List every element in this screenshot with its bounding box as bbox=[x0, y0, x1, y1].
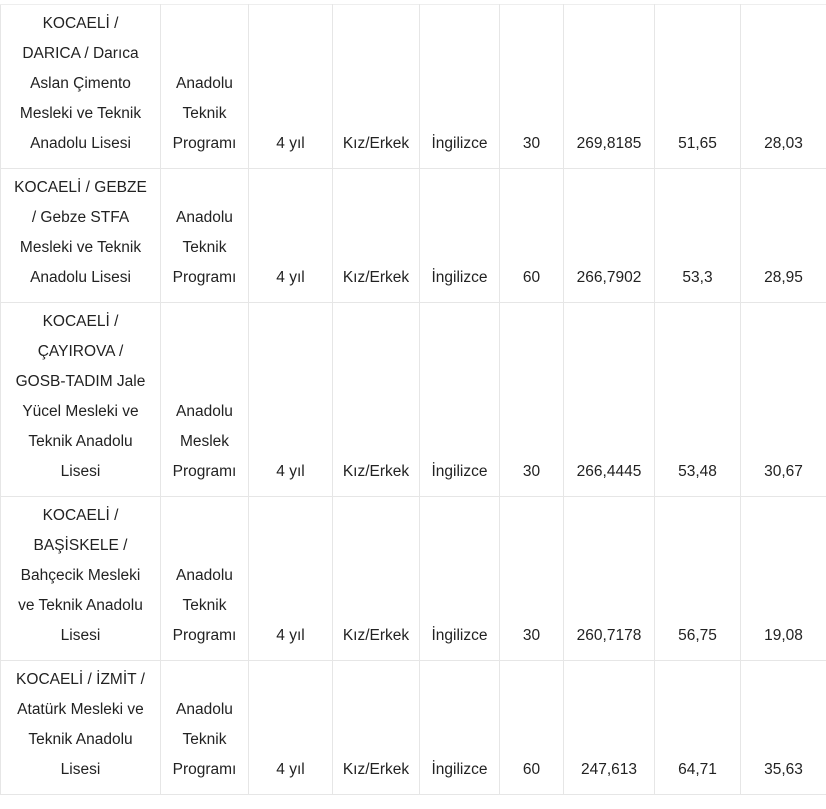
duration-cell: 4 yıl bbox=[249, 169, 333, 303]
school-name-line: Teknik Anadolu bbox=[28, 731, 133, 748]
school-name-line: KOCAELİ / bbox=[42, 507, 119, 524]
duration-cell: 4 yıl bbox=[249, 303, 333, 497]
table-row bbox=[1, 661, 826, 795]
duration-cell: 4 yıl bbox=[249, 661, 333, 795]
score-cell: 269,8185 bbox=[564, 5, 655, 169]
program-type-line: Teknik bbox=[182, 597, 227, 614]
program-type-line: Programı bbox=[172, 761, 237, 778]
school-name-line: / Gebze STFA bbox=[31, 209, 130, 226]
school-name-line: Yücel Mesleki ve bbox=[22, 403, 139, 420]
table-row bbox=[1, 497, 826, 661]
program-type-cell bbox=[161, 497, 249, 661]
score-cell: 266,7902 bbox=[564, 169, 655, 303]
program-type-cell bbox=[161, 169, 249, 303]
table-row bbox=[1, 5, 826, 169]
language-cell: İngilizce bbox=[420, 303, 500, 497]
program-type-line: Teknik bbox=[182, 239, 227, 256]
school-name-line: KOCAELİ / GEBZE bbox=[14, 179, 147, 196]
school-name-line: KOCAELİ / bbox=[42, 313, 119, 330]
school-name-cell bbox=[1, 5, 161, 169]
program-type-line: Programı bbox=[172, 627, 237, 644]
percentile-secondary-cell: 28,95 bbox=[741, 169, 826, 303]
score-cell: 260,7178 bbox=[564, 497, 655, 661]
school-name-line: Lisesi bbox=[60, 627, 101, 644]
language-cell: İngilizce bbox=[420, 5, 500, 169]
gender-cell: Kız/Erkek bbox=[333, 661, 420, 795]
school-name-line: BAŞİSKELE / bbox=[33, 537, 128, 554]
quota-cell: 60 bbox=[500, 661, 564, 795]
percentile-cell: 56,75 bbox=[655, 497, 741, 661]
program-type-line: Meslek bbox=[179, 433, 230, 450]
program-type-line: Teknik bbox=[182, 731, 227, 748]
gender-cell: Kız/Erkek bbox=[333, 5, 420, 169]
program-type-line: Programı bbox=[172, 463, 237, 480]
duration-cell: 4 yıl bbox=[249, 497, 333, 661]
percentile-cell: 64,71 bbox=[655, 661, 741, 795]
percentile-cell: 53,3 bbox=[655, 169, 741, 303]
program-type-line: Teknik bbox=[182, 105, 227, 122]
duration-cell: 4 yıl bbox=[249, 5, 333, 169]
school-name-line: Lisesi bbox=[60, 463, 101, 480]
school-name-cell bbox=[1, 169, 161, 303]
quota-cell: 30 bbox=[500, 497, 564, 661]
school-name-line: Lisesi bbox=[60, 761, 101, 778]
school-name-line: Anadolu Lisesi bbox=[30, 135, 131, 152]
school-name-line: GOSB-TADIM Jale bbox=[15, 373, 146, 390]
school-name-line: KOCAELİ / İZMİT / bbox=[16, 671, 145, 688]
school-name-cell bbox=[1, 303, 161, 497]
school-name-line: Aslan Çimento bbox=[30, 75, 131, 92]
school-name-line: Anadolu Lisesi bbox=[30, 269, 131, 286]
program-type-line: Anadolu bbox=[176, 403, 233, 420]
school-name-line: Mesleki ve Teknik bbox=[19, 105, 142, 122]
school-name-cell bbox=[1, 497, 161, 661]
percentile-secondary-cell: 28,03 bbox=[741, 5, 826, 169]
percentile-cell: 51,65 bbox=[655, 5, 741, 169]
language-cell: İngilizce bbox=[420, 169, 500, 303]
program-type-line: Programı bbox=[172, 269, 237, 286]
table-row bbox=[1, 303, 826, 497]
gender-cell: Kız/Erkek bbox=[333, 169, 420, 303]
program-type-cell bbox=[161, 661, 249, 795]
language-cell: İngilizce bbox=[420, 661, 500, 795]
school-name-line: Atatürk Mesleki ve bbox=[17, 701, 144, 718]
program-type-cell bbox=[161, 5, 249, 169]
program-type-line: Programı bbox=[172, 135, 237, 152]
school-name-line: Teknik Anadolu bbox=[28, 433, 133, 450]
quota-cell: 60 bbox=[500, 169, 564, 303]
percentile-secondary-cell: 19,08 bbox=[741, 497, 826, 661]
school-name-line: DARICA / Darıca bbox=[22, 45, 139, 62]
quota-cell: 30 bbox=[500, 303, 564, 497]
program-type-line: Anadolu bbox=[176, 701, 233, 718]
school-name-line: ÇAYIROVA / bbox=[37, 343, 124, 360]
school-name-cell bbox=[1, 661, 161, 795]
school-name-line: Bahçecik Mesleki bbox=[20, 567, 141, 584]
school-name-line: KOCAELİ / bbox=[42, 15, 119, 32]
score-cell: 247,613 bbox=[564, 661, 655, 795]
school-name-line: Mesleki ve Teknik bbox=[19, 239, 142, 256]
program-type-cell bbox=[161, 303, 249, 497]
school-table bbox=[0, 4, 826, 795]
percentile-secondary-cell: 30,67 bbox=[741, 303, 826, 497]
program-type-line: Anadolu bbox=[176, 75, 233, 92]
program-type-line: Anadolu bbox=[176, 567, 233, 584]
quota-cell: 30 bbox=[500, 5, 564, 169]
gender-cell: Kız/Erkek bbox=[333, 303, 420, 497]
table-row bbox=[1, 169, 826, 303]
percentile-secondary-cell: 35,63 bbox=[741, 661, 826, 795]
percentile-cell: 53,48 bbox=[655, 303, 741, 497]
gender-cell: Kız/Erkek bbox=[333, 497, 420, 661]
program-type-line: Anadolu bbox=[176, 209, 233, 226]
table-body bbox=[1, 5, 826, 795]
score-cell: 266,4445 bbox=[564, 303, 655, 497]
school-name-line: ve Teknik Anadolu bbox=[18, 597, 143, 614]
language-cell: İngilizce bbox=[420, 497, 500, 661]
